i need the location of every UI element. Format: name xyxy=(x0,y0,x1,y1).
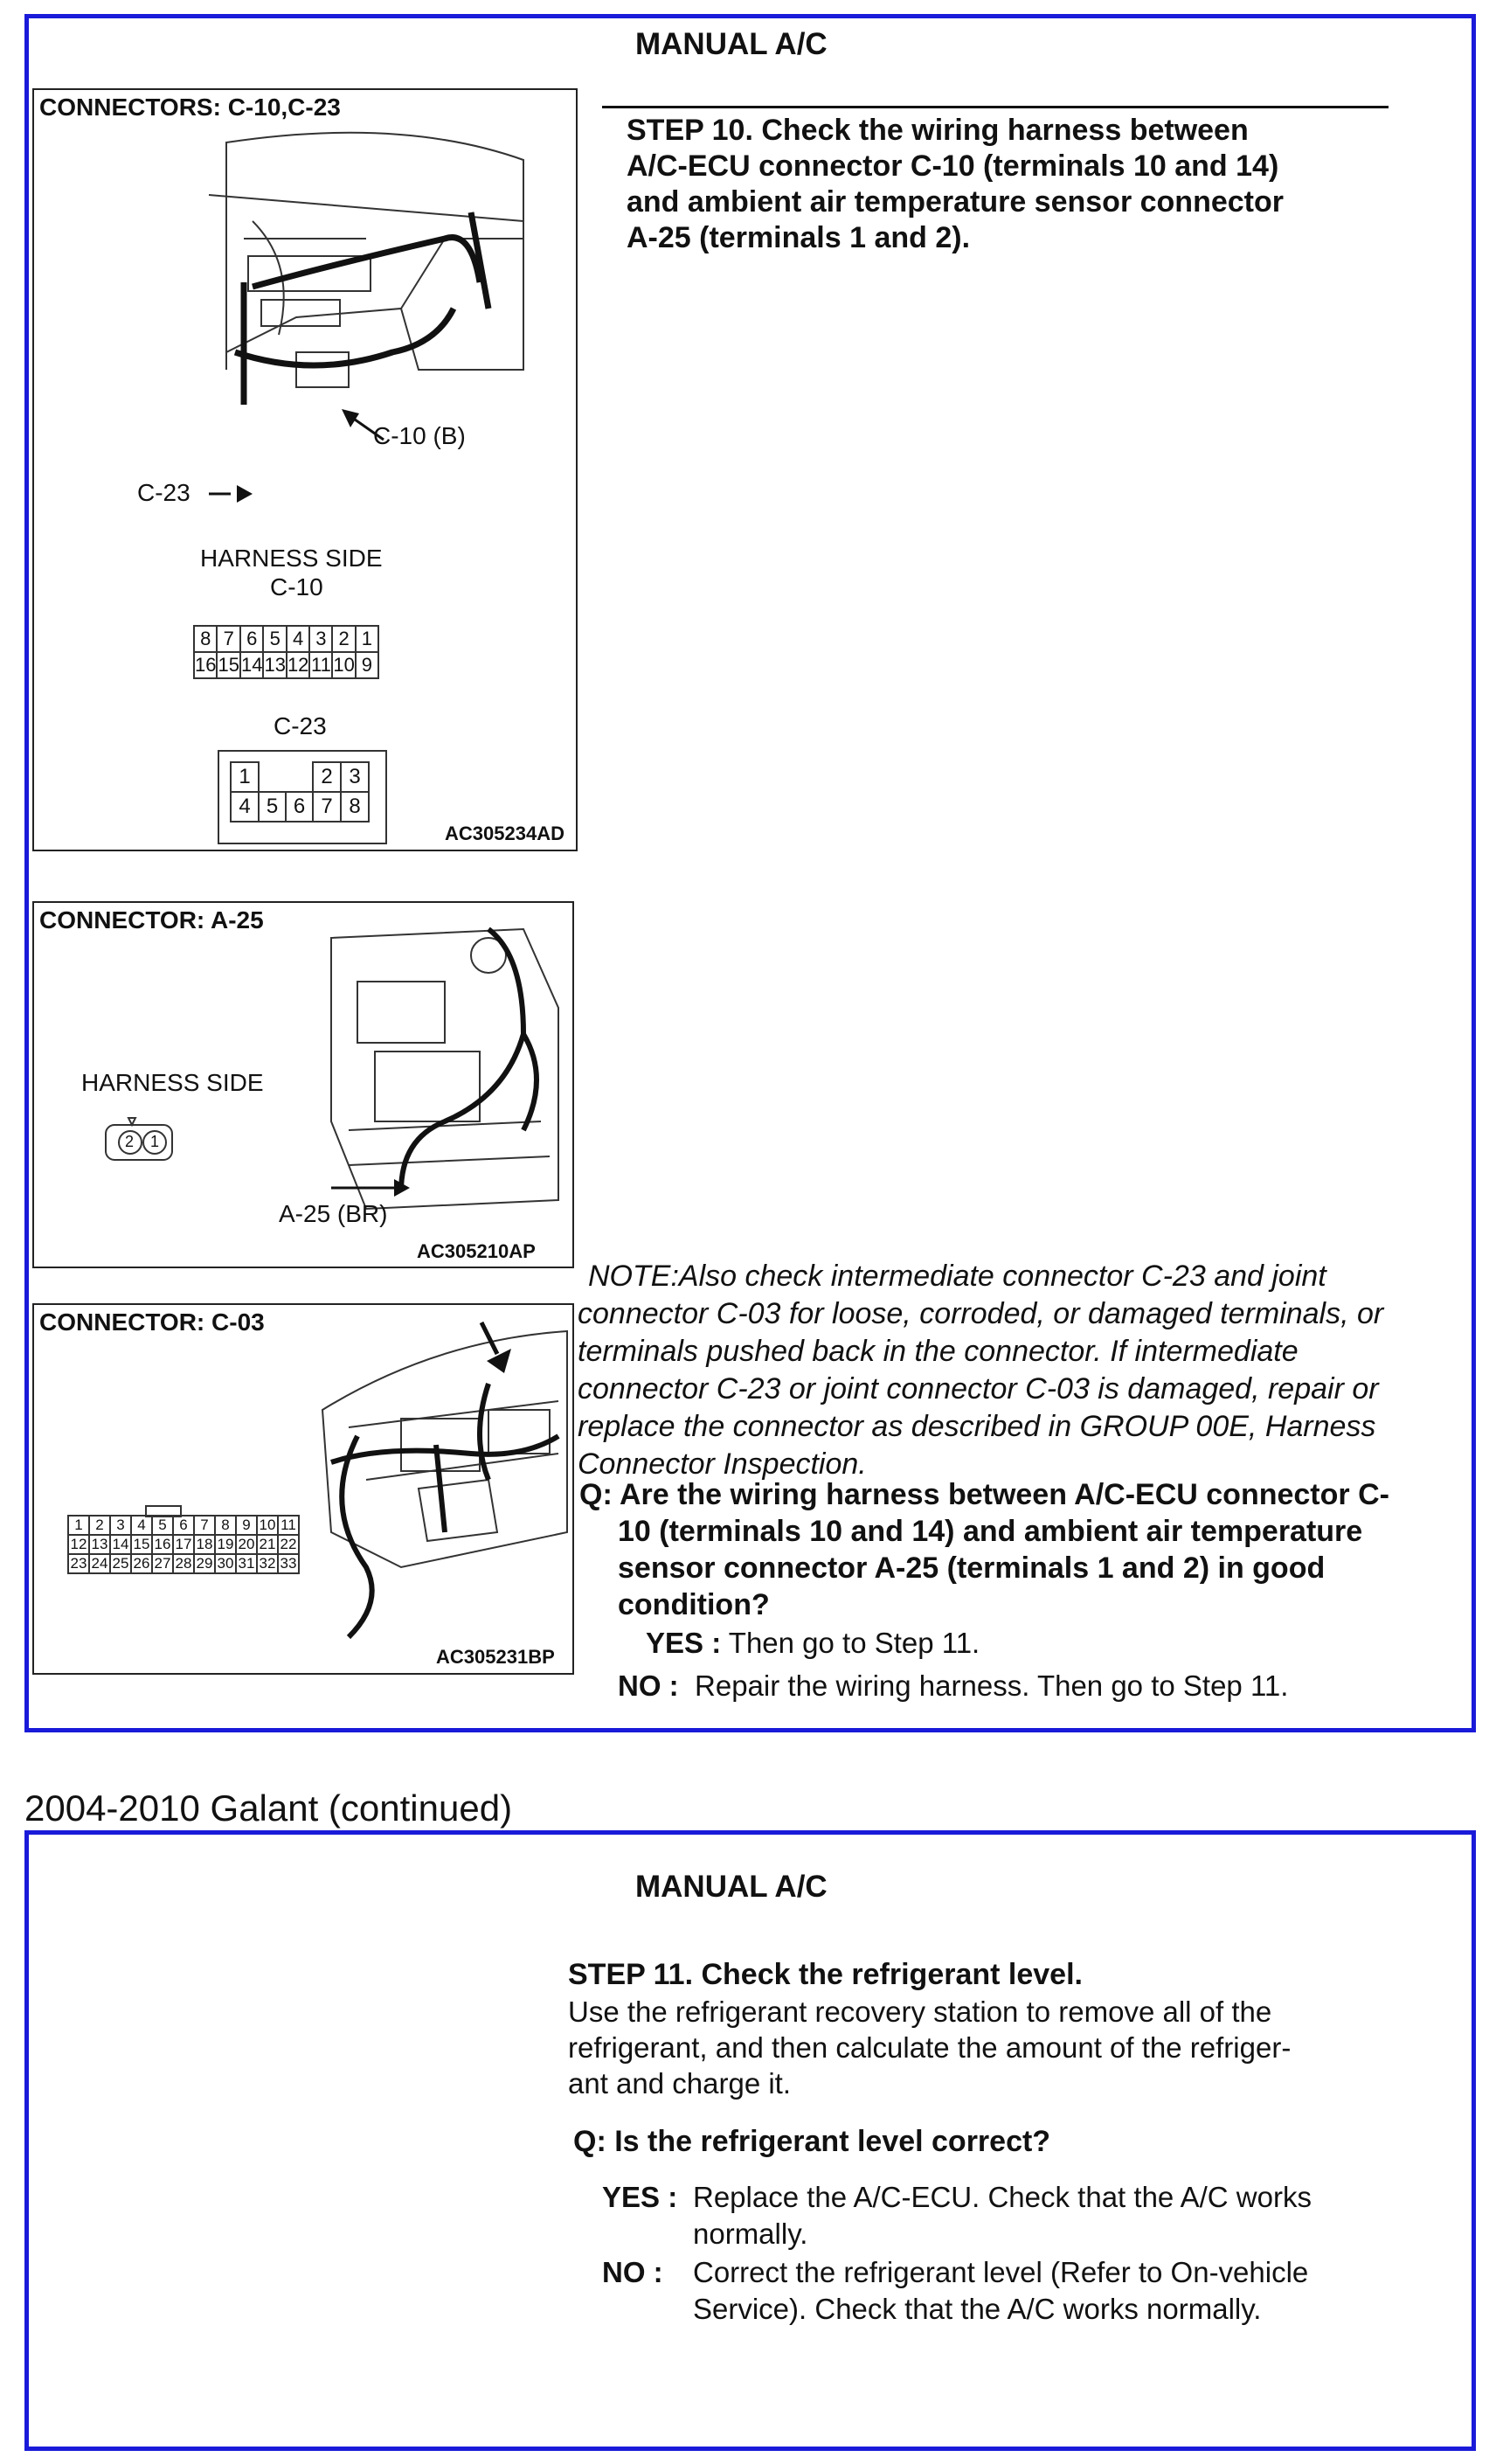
c10-pin: 5 xyxy=(263,626,286,652)
question-block xyxy=(579,1476,1389,1623)
c10-pin: 15 xyxy=(217,652,239,678)
c23-pin: 6 xyxy=(286,792,313,822)
c03-pin: 10 xyxy=(257,1516,278,1535)
no-line: Correct the refrigerant level (Refer to On-vehicle xyxy=(693,2256,1309,2288)
body-line: Use the refrigerant recovery station to remove all of the xyxy=(568,1995,1272,2028)
c10-pin: 7 xyxy=(217,626,239,652)
c23-pin: 8 xyxy=(341,792,369,822)
c03-pin: 3 xyxy=(110,1516,131,1535)
note-line: terminals pushed back in the connector. If intermediate xyxy=(578,1335,1299,1368)
c03-pin: 22 xyxy=(278,1535,299,1554)
c23-connector-diagram xyxy=(230,761,370,822)
c10-pin: 3 xyxy=(309,626,332,652)
c03-pin: 1 xyxy=(68,1516,89,1535)
a25-pin-2: 2 xyxy=(125,1133,135,1150)
c23-pin: 1 xyxy=(231,762,259,792)
answer-no xyxy=(618,1668,1288,1704)
c10-pin: 16 xyxy=(194,652,217,678)
note-line: NOTE:Also check intermediate connector C-23 and joint xyxy=(588,1260,1326,1293)
body-line: refrigerant, and then calculate the amount of the refriger- xyxy=(568,2031,1292,2064)
c10b-label: C-10 (B) xyxy=(373,422,466,449)
c10-pin: 14 xyxy=(240,652,263,678)
c10-pin: 12 xyxy=(287,652,309,678)
question: Q: Is the refrigerant level correct? xyxy=(573,2125,1051,2158)
c03-pin: 27 xyxy=(152,1554,173,1573)
question-line: 10 (terminals 10 and 14) and ambient air temperature xyxy=(618,1515,1363,1548)
step-line: and ambient air temperature sensor connector xyxy=(627,185,1284,219)
c03-pin: 9 xyxy=(236,1516,257,1535)
yes-line: normally. xyxy=(693,2218,808,2250)
c03-pin: 2 xyxy=(89,1516,110,1535)
c10-pin: 13 xyxy=(263,652,286,678)
c03-pin: 29 xyxy=(194,1554,215,1573)
c03-pin: 12 xyxy=(68,1535,89,1554)
c03-pin: 32 xyxy=(257,1554,278,1573)
figure-code: AC305234AD xyxy=(445,822,564,844)
c23-pin: 4 xyxy=(231,792,259,822)
c03-pin: 25 xyxy=(110,1554,131,1573)
c23-connector-name: C-23 xyxy=(274,712,327,739)
c10-pin: 1 xyxy=(356,626,378,652)
figure-title: CONNECTOR: C-03 xyxy=(39,1308,265,1336)
c03-pin: 26 xyxy=(131,1554,152,1573)
a25-br-label: A-25 (BR) xyxy=(279,1200,388,1227)
step-line: A-25 (terminals 1 and 2). xyxy=(627,221,971,254)
body-line: ant and charge it. xyxy=(568,2067,792,2100)
c10-connector-name: C-10 xyxy=(270,573,323,600)
c23-pin: 7 xyxy=(313,792,341,822)
c03-pin: 33 xyxy=(278,1554,299,1573)
figure-connector-a25 xyxy=(32,901,574,1268)
c03-pin: 30 xyxy=(215,1554,236,1573)
step-10-instructions xyxy=(627,113,1284,256)
no-line: Service). Check that the A/C works normally. xyxy=(693,2293,1262,2325)
answer-yes xyxy=(602,2179,1312,2252)
c10-connector-diagram xyxy=(193,625,379,679)
step-11-title: STEP 11. Check the refrigerant level. xyxy=(568,1958,1083,1991)
instrument-panel-wiring-illustration xyxy=(34,1305,572,1673)
c03-pin: 28 xyxy=(173,1554,194,1573)
header-rule xyxy=(602,106,1389,108)
question-line: sensor connector A-25 (terminals 1 and 2) in good xyxy=(618,1551,1326,1585)
yes-text: Then go to Step 11. xyxy=(728,1627,980,1659)
no-label: NO : xyxy=(618,1669,679,1702)
c03-pin: 5 xyxy=(152,1516,173,1535)
c03-pin: 23 xyxy=(68,1554,89,1573)
c10-pin: 9 xyxy=(356,652,378,678)
note-line: Connector Inspection. xyxy=(578,1447,867,1481)
c03-pin: 24 xyxy=(89,1554,110,1573)
c10-pin: 6 xyxy=(240,626,263,652)
note-line: connector C-03 for loose, corroded, or damaged terminals, or xyxy=(578,1297,1384,1330)
c03-pin: 18 xyxy=(194,1535,215,1554)
step-11-body xyxy=(568,1994,1291,2101)
c10-pin: 4 xyxy=(287,626,309,652)
harness-side-label: HARNESS SIDE xyxy=(200,545,383,572)
c10-pin: 11 xyxy=(309,652,332,678)
figure-code: AC305210AP xyxy=(417,1240,536,1262)
figure-connectors-c10-c23 xyxy=(32,88,578,851)
c23-pin: 2 xyxy=(313,762,341,792)
c03-pin: 31 xyxy=(236,1554,257,1573)
c03-pin: 19 xyxy=(215,1535,236,1554)
c03-pin: 8 xyxy=(215,1516,236,1535)
c23-gap xyxy=(286,762,313,792)
dashboard-wiring-illustration xyxy=(34,90,576,580)
question-line: Q: Are the wiring harness between A/C-ECU connector C- xyxy=(579,1478,1389,1511)
c03-pin: 20 xyxy=(236,1535,257,1554)
c23-gap xyxy=(259,762,286,792)
yes-label: YES : xyxy=(646,1627,722,1659)
c23-label: C-23 xyxy=(137,479,190,506)
c03-pin: 7 xyxy=(194,1516,215,1535)
a25-pin-1: 1 xyxy=(150,1133,160,1150)
figure-code: AC305231BP xyxy=(436,1646,555,1668)
step-line: A/C-ECU connector C-10 (terminals 10 and 14) xyxy=(627,149,1279,183)
step-line: STEP 10. Check the wiring harness between xyxy=(627,114,1249,147)
c03-pin: 15 xyxy=(131,1535,152,1554)
page-panel-step10 xyxy=(24,14,1476,1732)
figure-title: CONNECTOR: A-25 xyxy=(39,906,264,934)
figure-title: CONNECTORS: C-10,C-23 xyxy=(39,94,341,121)
note-line: replace the connector as described in GROUP 00E, Harness xyxy=(578,1410,1376,1443)
page-panel-step11 xyxy=(24,1830,1476,2451)
c03-pin: 4 xyxy=(131,1516,152,1535)
c03-pin: 21 xyxy=(257,1535,278,1554)
no-label: NO : xyxy=(602,2256,663,2288)
answer-no xyxy=(602,2254,1308,2328)
question-line: condition? xyxy=(618,1588,770,1621)
c03-pin: 13 xyxy=(89,1535,110,1554)
yes-label: YES : xyxy=(602,2181,678,2213)
c03-pin: 16 xyxy=(152,1535,173,1554)
section-header: MANUAL A/C xyxy=(635,27,828,61)
c03-pin: 17 xyxy=(173,1535,194,1554)
c23-pin: 5 xyxy=(259,792,286,822)
page-caption: 2004-2010 Galant (continued) xyxy=(24,1787,513,1829)
harness-side-label: HARNESS SIDE xyxy=(81,1069,264,1096)
note-line: connector C-23 or joint connector C-03 is damaged, repair or xyxy=(578,1372,1379,1406)
answer-yes xyxy=(646,1625,980,1662)
note-block xyxy=(578,1258,1383,1483)
c10-pin: 10 xyxy=(332,652,355,678)
c03-pin: 11 xyxy=(278,1516,299,1535)
c10-pin: 2 xyxy=(332,626,355,652)
c03-connector-diagram xyxy=(67,1515,300,1574)
c03-pin: 6 xyxy=(173,1516,194,1535)
figure-connector-c03 xyxy=(32,1303,574,1675)
c03-pin: 14 xyxy=(110,1535,131,1554)
section-header: MANUAL A/C xyxy=(635,1870,828,1904)
yes-line: Replace the A/C-ECU. Check that the A/C works xyxy=(693,2181,1312,2213)
c10-pin: 8 xyxy=(194,626,217,652)
no-text: Repair the wiring harness. Then go to Step 11. xyxy=(695,1669,1289,1702)
c23-pin: 3 xyxy=(341,762,369,792)
